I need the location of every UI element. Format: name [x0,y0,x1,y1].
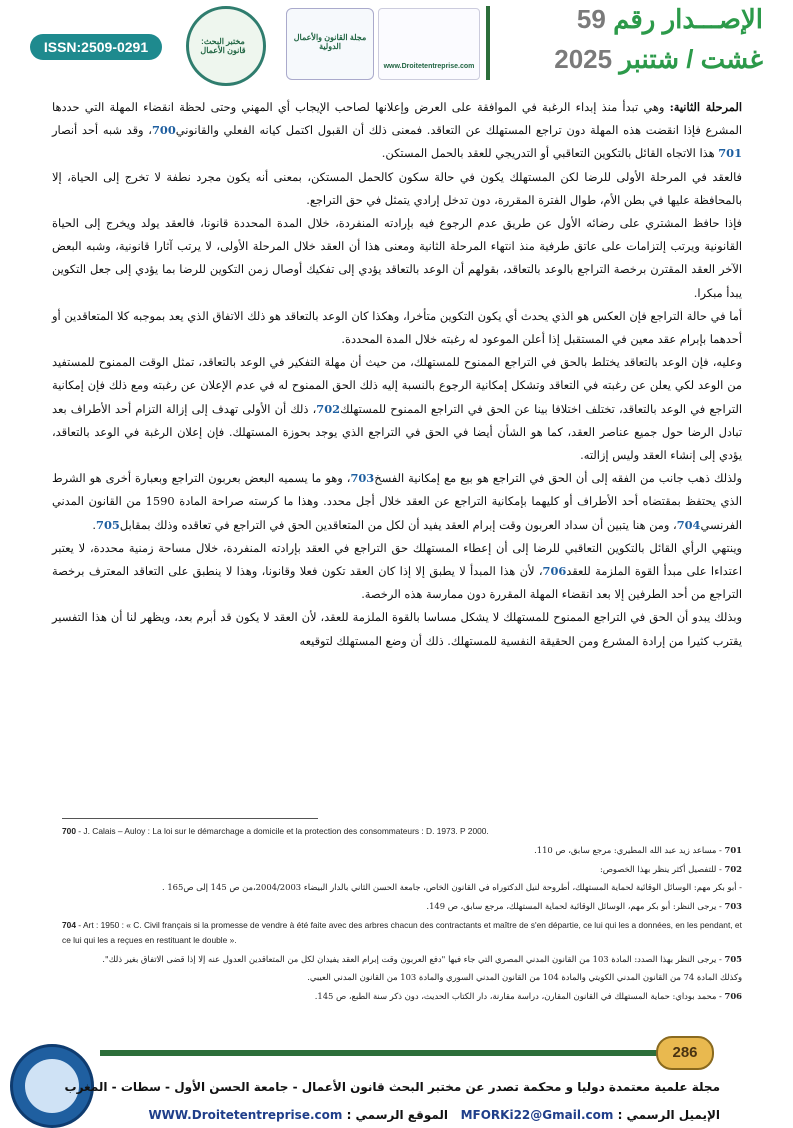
paragraph: أما في حالة التراجع فإن العكس هو الذي يحدث أي يكون التكوين متأخرا، وهكذا كان الوعد بالتعاقد هو ذلك الاتفاق الذي يعد بموجبه كلا المتعاقدين أو أحدهما بإبرام عقد معين في المستقبل إذا أعلن الموعود له رغبته خلال المدة المحددة. [52,308,742,347]
page-header [0,0,793,90]
footnote-text: - Art : 1950 : « C. Civil français si la promesse de vendre à été faite avec des arbres chacun des contractants et maître de s'en départie, ce lui qui les a données, en les pendant, et ce lui qui les a reçues en restituant le double ». [62,919,742,945]
paragraph-text: ، ذلك أن الأولى تهدف إلى إزالة التزام أحد الأطراف بعد تبادل الرضا حول جميع عناصر العقد، كما هو الشأن أيضا في الحق في التراجع الذي يوجد بحوزة المستهلك. فإن إعلان الرغبة في الوعد بالتعاقد، يؤدي إلى إنشاء العقد وليس إزالته. [52,401,742,463]
paragraph [52,467,742,537]
paragraph-text: هذا الاتجاه القائل بالتكوين التعاقبي أو التدريجي للعقد بالحمل المستكن. [381,146,715,161]
footnote-number: 703 [724,901,742,912]
paragraph-text: وعليه، فإن الوعد بالتعاقد يختلط بالحق في التراجع الممنوح للمستهلك، من حيث أن مهلة التفكير في الوعد بالتعاقد، تمثل الوقت الممنوح للمستفيد من الوعد لكي يعلن عن رغبته في التعاقد وتشكل إمكانية الرجوع بالنسبة إليه ذلك الحق الممنوح له في عدم الإعلان عن رغبته ومع ذلك فإن إمكانية التراجع في الوعد بالتعاقد، تختلف اختلافا بينا عن الحق في التراجع الممنوح للمستهلك [52,355,742,416]
footnote-702 [62,862,742,877]
journal-url-small: www.Droitetentreprise.com [383,63,475,70]
footnote-text: - J. Calais – Auloy : La loi sur le démarchage a domicile et la protection des consommateurs : D. 1973. P 2000. [75,826,489,836]
footnote-separator [62,818,318,819]
paragraph-text: . [92,517,97,532]
footnote-706 [62,989,742,1004]
lab-logo [186,6,266,86]
issue-title [577,4,763,35]
paragraph [52,96,742,166]
footnote-ref[interactable]: 704 [676,517,701,532]
header-divider [486,6,490,80]
footnote-number: 700 [62,826,76,836]
footnote-text: - محمد بوداي: حماية المستهلك في القانون المقارن، دراسة مقارنة، دار الكتاب الحديث، دون ذكر سنة الطبع، ص 145. [314,991,725,1002]
paragraph: فالعقد في المرحلة الأولى للرضا لكن المستهلك يكون في حالة سكون كالحمل المستكن، بمعنى أنه يكون مجرد نطفة لا تخرج إلى الحياة، إلا بالمحافظة عليها في بطن الأم، طوال الفترة المقررة، دون تدخل إرادي يتمثل في حق التراجع. [52,169,742,207]
paragraph-text: وهي تبدأ منذ إبداء الرغبة في الموافقة على العرض وإعلانها لصاحب الإيجاب أي المهني وحتى لحظة انقضاء المهلة التي حددها المشرع فإذا انقضت هذه المهلة دون تراجع المستهلك عن التعاقد. فمعنى ذلك أن القبول اكتمل كيانه الفعلي والقانوني [52,100,743,138]
footnote-701 [62,843,742,858]
journal-lab-logo [286,8,374,80]
journal-logo-text: مجلة القانون والأعمال الدولية [293,33,367,51]
site-link[interactable]: WWW.Droitetentreprise.com [148,1108,343,1122]
footnote-text: - للتفصيل أكثر ينظر بهذا الخصوص: [599,863,725,874]
footnote-ref[interactable]: 701 [718,146,742,161]
paragraph: فإذا حافظ المشتري على رضائه الأول عن طريق عدم الرجوع فيه بإرادته المنفردة، خلال المدة المحددة قانونا، فالعقد يولد ويخرج إلى الحياة القانونية ويرتب إلتزامات على عاتق طرفية منذ انتهاء المرحلة الثانية ومعنى هذا أن العقد خلال المرحلة الأولى، لا يرتب آثارا قانونية، وشبه البعض الآخر العقد المقترن برخصة التراجع بالوعد بالتعاقد، بقولهم أن الوعد بالتعاقد يؤدي إلى تفكيك أوصال زمن التكوين للرضا بما يؤدي إلى جعل التكوين يبدأ مبكرا. [52,216,742,300]
page-number: 286 [656,1036,714,1070]
footnote-text: - يرجى النظر بهذا الصدد: المادة 103 من القانون المدني المصري التي جاء فيها "دفع العربون وقت إبرام العقد يفيدان لكل من المتعاقدين العدول عنه إلا إذا قضى الاتفاق بغير ذلك". [102,953,725,964]
footnotes [62,822,742,1008]
footnote-ref[interactable]: 706 [542,564,567,579]
footnote-705 [62,952,742,967]
footnote-number: 705 [724,953,742,964]
footer-journal-line: مجلة علمية معتمدة دوليا و محكمة تصدر عن مختبر البحث قانون الأعمال - جامعة الحسن الأول - سطات - المغرب [64,1080,720,1094]
paragraph-text: ولذلك ذهب جانب من الفقه إلى أن الحق في التراجع هو بيع مع إمكانية الفسخ [374,471,742,486]
footnote-ref[interactable]: 702 [316,401,341,416]
footer-bar [100,1050,700,1056]
footnote-702-detail: - أبو بكر مهم: الوسائل الوقائية لحماية المستهلك، أطروحة لنيل الدكتوراه في القانون الخاص، جامعة الحسن الثاني بالدار البيضاء 2004/2003،من ص 145 إلى ص165 . [162,882,742,893]
footnote-number: 704 [62,919,76,930]
issue-prefix: الإصـــدار رقم [613,4,763,34]
issue-month: غشت / شتنبر [619,44,763,74]
page-footer [0,1028,793,1122]
paragraph-text: ، ومن هنا يتبين أن سداد العربون وقت إبرام العقد يفيد أن لكل من المتعاقدين الحق في التراجع في تعاقده وذلك بمقابل [119,517,677,532]
footnote-ref[interactable]: 700 [151,123,176,138]
footnote-704 [62,918,742,948]
footnote-text: - يرجى النظر: أبو بكر مهم، الوسائل الوقائية لحماية المستهلك، مرجع سابق، ص 149. [426,901,725,912]
footnote-number: 702 [724,863,742,874]
footnote-ref[interactable]: 703 [350,471,375,486]
paragraph-label: المرحلة الثانية: [669,100,743,114]
issue-date [554,44,763,75]
article-body [52,96,742,653]
paragraph [52,537,742,607]
lab-logo-text: مختبر البحث: قانون الأعمال [200,37,246,55]
footnote-700 [62,824,742,839]
paragraph-text: ، وهو ما يسميه البعض بعربون التراجع وبعبارة أخرى هو الشرط الذي يحتفظ بمقتضاه أحد الأطراف أو كليهما بإمكانية التراجع عن العقد خلال أجل محدد. وهذا ما كرسته صراحة المادة 1590 من القانون المدني الفرنسي [52,471,742,532]
footnote-ref[interactable]: 705 [96,517,120,532]
issue-year: 2025 [554,44,613,74]
paragraph-text: وينتهي الرأي القائل بالتكوين التعاقبي للرضا إلى أن إعطاء المستهلك حق التراجع في العقد بإرادته المنفردة، خلال مساحة زمنية محددة، لا يعتبر اعتداءا على مبدأ القوة الملزمة للعقد [52,540,742,579]
paragraph-text: ، لأن هذا المبدأ لا يطبق إلا إذا كان العقد تكون فعلا وقانونا، وهذا لا ينطبق على التعاقد المعترف برخصة التراجع من أحد الطرفين إلا بعد انقضاء المهلة المقررة دون ممارسة هذه الرخصة. [52,564,742,602]
site-label: الموقع الرسمي : [346,1108,449,1122]
paragraph-text: ، وقد شبه أحد أنصار [52,123,152,138]
journal-logo [378,8,480,80]
email-label: الإيميل الرسمي : [617,1108,720,1122]
paragraph: وبذلك يبدو أن الحق في التراجع الممنوح للمستهلك لا يشكل مساسا بالقوة الملزمة للعقد، لأن العقد لا يكون قد أبرم بعد، ويظهر لنا أن هذا التفسير يقترب كثيرا من إرادة المشرع ومن الحقيقة النفسية للمستهلك. ذلك أن وضع المستهلك لتوقيعه [52,610,742,648]
footnote-705-detail: وكذلك المادة 74 من القانون المدني الكويتي والمادة 104 من القانون المدني السوري والمادة 103 من القانون المدني العيبي. [307,972,742,983]
paragraph [52,351,742,467]
issn-badge: ISSN:2509-0291 [30,34,162,60]
issue-number: 59 [576,4,606,34]
footnote-number: 706 [724,991,742,1002]
footer-contact-line [120,1108,720,1122]
footnote-number: 701 [724,844,742,855]
footnote-text: - مساعد زيد عبد الله المطيري: مرجع سابق، ص 110. [534,844,725,855]
email-link[interactable]: MFORKi22@Gmail.com [460,1108,614,1122]
footnote-703 [62,899,742,914]
